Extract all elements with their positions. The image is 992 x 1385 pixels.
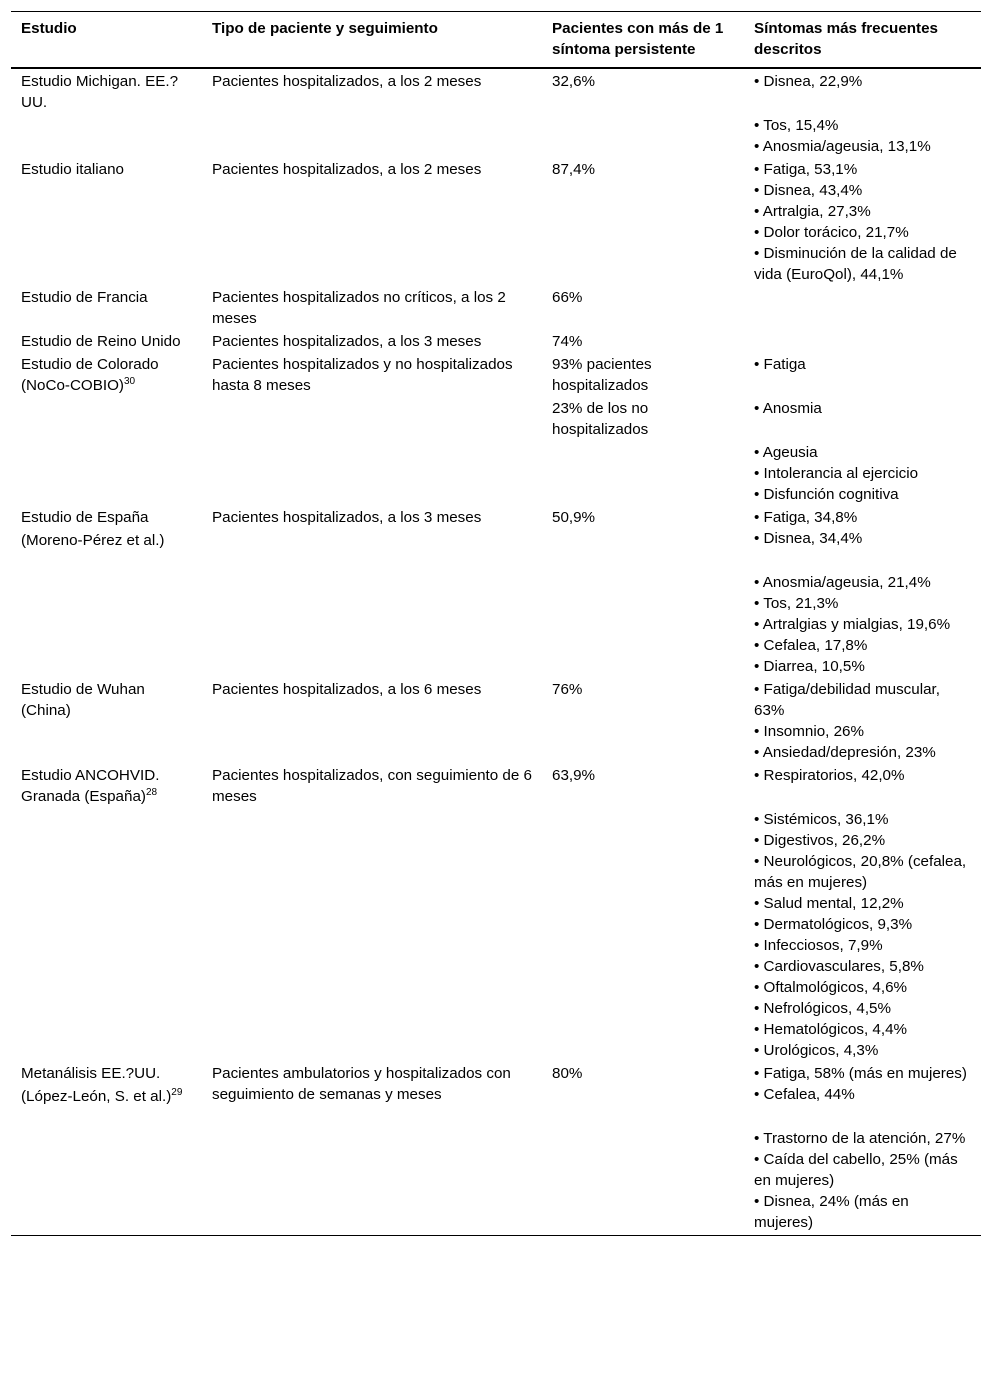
table-header-row [11,12,981,69]
symptom-item: • Cardiovasculares, 5,8% [754,958,924,975]
patient-cell: Pacientes hospitalizados y no hospitalizados hasta 8 meses [212,356,513,394]
symptom-item: • Disnea, 22,9% [754,73,863,90]
symptom-item: • Tos, 21,3% [754,595,839,612]
persistent-value: 87,4% [552,161,596,178]
persistent-cell [542,1061,744,1236]
table-row [11,677,981,763]
study-name: Estudio de Reino Unido [21,333,181,350]
reference-superscript: 29 [171,1086,183,1098]
persistent-value: 50,9% [552,509,596,526]
study-name: Metanálisis EE.?UU. [21,1065,161,1082]
symptoms-cell [744,505,981,677]
symptom-item: • Diarrea, 10,5% [754,658,865,675]
study-cell [11,68,202,157]
symptom-item: • Sistémicos, 36,1% [754,811,889,828]
symptom-item: • Oftalmológicos, 4,6% [754,979,908,996]
table-row [11,68,981,157]
symptom-item: • Hematológicos, 4,4% [754,1021,908,1038]
persistent-value: 80% [552,1065,583,1082]
symptom-item: • Dolor torácico, 21,7% [754,224,909,241]
study-name: Estudio ANCOHVID. Granada (España) [21,767,160,805]
symptom-item: • Nefrológicos, 4,5% [754,1000,892,1017]
symptoms-cell [744,68,981,157]
header-study: Estudio [21,20,77,37]
table-row [11,763,981,1061]
symptom-item: • Fatiga [754,356,806,373]
study-authors: (Moreno-Pérez et al.) [21,532,165,549]
header-patient-type: Tipo de paciente y seguimiento [212,20,438,37]
study-cell [11,352,202,505]
symptom-item: • Disnea, 24% (más en mujeres) [754,1193,909,1231]
persistent-value: 63,9% [552,767,596,784]
table-row [11,352,981,505]
study-name: Estudio Michigan. EE.?UU. [21,73,179,111]
symptom-item: • Fatiga, 53,1% [754,161,858,178]
symptom-item: • Caída del cabello, 25% (más en mujeres) [754,1151,958,1189]
symptoms-cell [744,352,981,505]
symptom-item: • Artralgias y mialgias, 19,6% [754,616,951,633]
symptom-item: • Infecciosos, 7,9% [754,937,883,954]
patient-cell: Pacientes hospitalizados, a los 3 meses [212,333,482,350]
study-name: Estudio de Wuhan (China) [21,681,145,719]
symptoms-cell [744,1061,981,1236]
table-row [11,329,981,352]
patient-cell: Pacientes hospitalizados, a los 2 meses [212,73,482,90]
symptom-item: • Insomnio, 26% [754,723,864,740]
persistent-value: 23% de los no hospitalizados [552,400,649,438]
symptom-item: • Fatiga/debilidad muscular, 63% [754,681,940,719]
symptom-item: • Trastorno de la atención, 27% [754,1130,966,1147]
symptom-item: • Artralgia, 27,3% [754,203,871,220]
symptoms-cell [744,329,981,352]
study-authors-wrap [21,1086,192,1107]
symptom-item: • Salud mental, 12,2% [754,895,904,912]
persistent-cell [542,157,744,285]
persistent-value: 32,6% [552,73,596,90]
study-name: Estudio italiano [21,161,125,178]
study-authors: (López-León, S. et al.) [21,1088,172,1105]
table-row [11,1061,981,1236]
symptoms-cell [744,285,981,329]
study-cell [11,329,202,352]
study-cell [11,1061,202,1236]
symptom-item: • Disnea, 43,4% [754,182,863,199]
patient-cell: Pacientes hospitalizados no críticos, a los 2 meses [212,289,506,327]
persistent-cell [542,763,744,1061]
patient-cell: Pacientes hospitalizados, a los 6 meses [212,681,482,698]
persistent-cell [542,352,744,505]
study-name: Estudio de España [21,509,149,526]
reference-superscript: 30 [123,375,136,387]
symptom-item: • Disfunción cognitiva [754,486,899,503]
symptom-item: • Respiratorios, 42,0% [754,767,905,784]
symptom-item: • Fatiga, 34,8% [754,509,858,526]
symptom-item: • Fatiga, 58% (más en mujeres) [754,1065,967,1082]
patient-cell: Pacientes hospitalizados, a los 3 meses [212,509,482,526]
symptom-item: • Ansiedad/depresión, 23% [754,744,936,761]
symptom-item: • Anosmia/ageusia, 13,1% [754,138,931,155]
symptom-item: • Digestivos, 26,2% [754,832,886,849]
study-name: Estudio de Colorado (NoCo-COBIO) [21,356,159,394]
patient-cell: Pacientes hospitalizados, con seguimiento de 6 meses [212,767,532,805]
persistent-cell [542,329,744,352]
symptoms-cell [744,677,981,763]
persistent-symptoms-table [11,11,981,1236]
study-cell [11,677,202,763]
symptom-item: • Cefalea, 17,8% [754,637,868,654]
table-row [11,157,981,285]
persistent-cell [542,285,744,329]
symptoms-table-container [11,11,981,1236]
patient-cell: Pacientes ambulatorios y hospitalizados con seguimiento de semanas y meses [212,1065,511,1103]
study-name: Estudio de Francia [21,289,148,306]
symptom-item: • Ageusia [754,444,818,461]
symptom-item: • Tos, 15,4% [754,117,839,134]
symptom-item: • Dermatológicos, 9,3% [754,916,913,933]
study-cell [11,157,202,285]
symptom-item: • Disminución de la calidad de vida (EuroQol), 44,1% [754,245,957,283]
persistent-cell [542,68,744,157]
patient-cell: Pacientes hospitalizados, a los 2 meses [212,161,482,178]
symptom-item: • Neurológicos, 20,8% (cefalea, más en mujeres) [754,853,967,891]
reference-superscript: 28 [145,786,158,798]
symptom-item: • Urológicos, 4,3% [754,1042,879,1059]
persistent-cell [542,677,744,763]
table-row [11,505,981,677]
study-cell [11,285,202,329]
symptom-item: • Cefalea, 44% [754,1086,855,1103]
header-symptoms: Síntomas más frecuentes descritos [754,20,939,58]
symptoms-cell [744,763,981,1061]
persistent-cell [542,505,744,677]
persistent-value: 93% pacientes hospitalizados [552,356,652,394]
persistent-value: 76% [552,681,583,698]
persistent-value: 74% [552,333,583,350]
study-cell [11,505,202,677]
study-cell [11,763,202,1061]
symptom-item: • Anosmia/ageusia, 21,4% [754,574,931,591]
symptom-item: • Anosmia [754,400,822,417]
header-persistent: Pacientes con más de 1 síntoma persistente [552,20,724,58]
symptom-item: • Disnea, 34,4% [754,530,863,547]
symptoms-cell [744,157,981,285]
table-row [11,285,981,329]
symptom-item: • Intolerancia al ejercicio [754,465,919,482]
persistent-value: 66% [552,289,583,306]
